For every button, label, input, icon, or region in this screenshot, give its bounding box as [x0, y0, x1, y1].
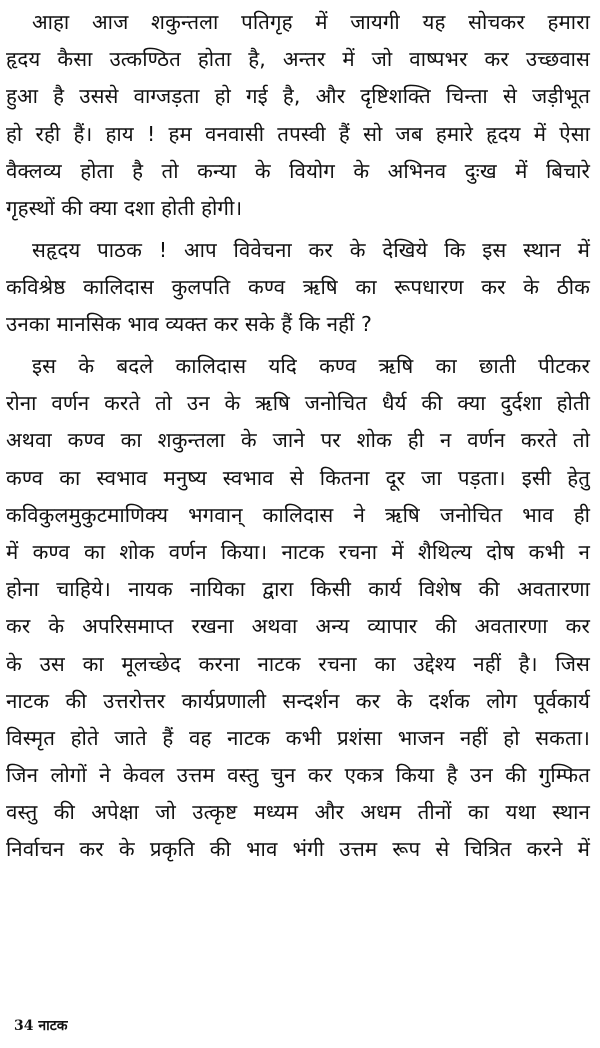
paragraph-1	[6, 4, 590, 227]
paragraph-2	[6, 232, 590, 344]
text-line: जिन लोगों ने केवल उत्तम वस्तु चुन कर एकत्र किया है उन की गुम्फित	[6, 763, 590, 788]
paragraph-3	[6, 348, 590, 869]
page-footer	[14, 1016, 68, 1035]
text-line: वस्तु की अपेक्षा जो उत्कृष्ट मध्यम और अधम तीनों का यथा स्थान	[6, 800, 590, 825]
text-line: हृदय कैसा उत्कण्ठित होता है, अन्तर में जो वाष्पभर कर उच्छवास	[6, 47, 590, 72]
text-line: कविकुलमुकुटमाणिक्य भगवान् कालिदास ने ऋषि जनोचित भाव ही	[6, 502, 590, 527]
text-line: वैक्लव्य होता है तो कन्या के वियोग के अभिनव दुःख में बिचारे	[6, 158, 590, 183]
text-line: कर के अपरिसमाप्त रखना अथवा अन्य व्यापार की अवतारणा कर	[6, 614, 590, 639]
running-title: नाटक	[38, 1018, 68, 1034]
text-line: उनका मानसिक भाव व्यक्त कर सके हैं कि नहीं ?	[6, 312, 372, 337]
text-line: कण्व का स्वभाव मनुष्य स्वभाव से कितना दूर जा पड़ता। इसी हेतु	[6, 465, 590, 490]
text-line: नाटक की उत्तरोत्तर कार्यप्रणाली सन्दर्शन कर के दर्शक लोग पूर्वकार्य	[6, 688, 590, 713]
text-line: अथवा कण्व का शकुन्तला के जाने पर शोक ही न वर्णन करते तो	[6, 428, 590, 453]
text-line: में कण्व का शोक वर्णन किया। नाटक रचना में शैथिल्य दोष कभी न	[6, 539, 590, 564]
text-line: होना चाहिये। नायक नायिका द्वारा किसी कार्य विशेष की अवतारणा	[6, 577, 590, 602]
text-line: कविश्रेष्ठ कालिदास कुलपति कण्व ऋषि का रूपधारण कर के ठीक	[6, 275, 590, 300]
text-line: हो रही हैं। हाय ! हम वनवासी तपस्वी हैं सो जब हमारे हृदय में ऐसा	[6, 121, 590, 146]
text-line: रोना वर्णन करते तो उन के ऋषि जनोचित धैर्य की क्या दुर्दशा होती	[6, 391, 590, 416]
text-line: हुआ है उससे वाग्जड़ता हो गई है, और दृष्टिशक्ति चिन्ता से जड़ीभूत	[6, 84, 590, 109]
text-line: गृहस्थों की क्या दशा होती होगी।	[6, 195, 243, 220]
text-line: के उस का मूलच्छेद करना नाटक रचना का उद्देश्य नहीं है। जिस	[6, 651, 590, 676]
page-number: 34	[14, 1018, 34, 1034]
text-line: निर्वाचन कर के प्रकृति की भाव भंगी उत्तम रूप से चित्रित करने में	[6, 837, 590, 862]
text-line: आहा आज शकुन्तला पतिगृह में जायगी यह सोचकर हमारा	[32, 10, 590, 34]
text-line: सहृदय पाठक ! आप विवेचना कर के देखिये कि इस स्थान में	[32, 238, 590, 262]
text-line: इस के बदले कालिदास यदि कण्व ऋषि का छाती पीटकर	[32, 354, 590, 378]
text-line: विस्मृत होते जाते हैं वह नाटक कभी प्रशंसा भाजन नहीं हो सकता।	[6, 725, 590, 750]
